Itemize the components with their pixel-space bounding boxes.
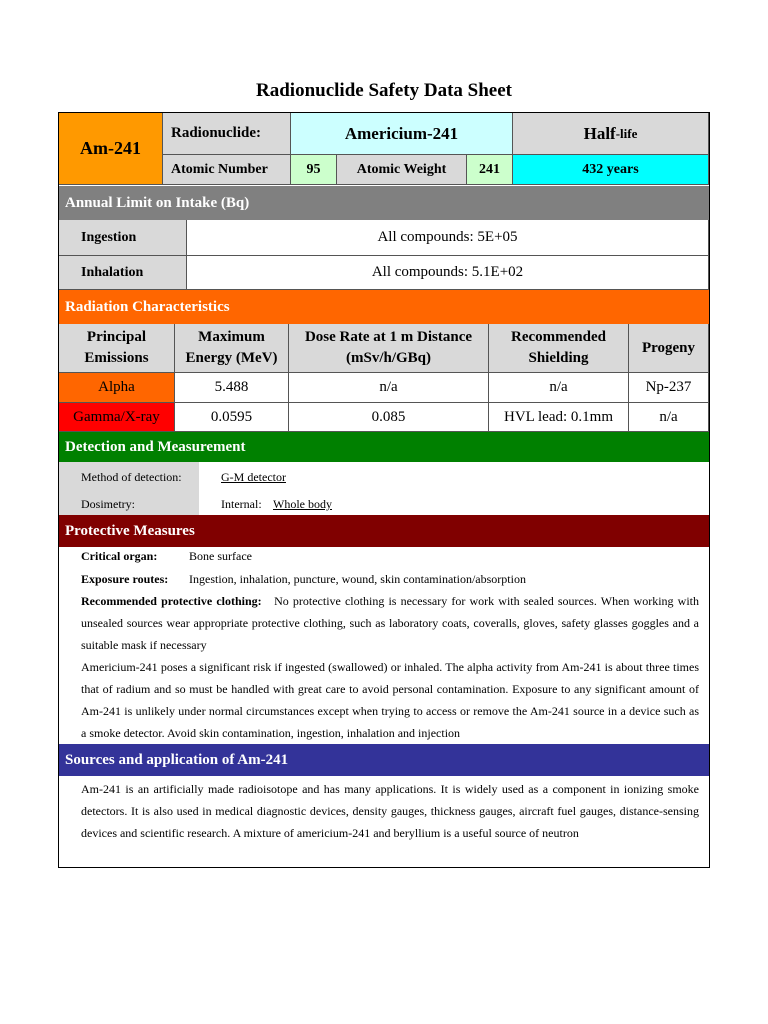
critical-organ-label: Critical organ: [81, 549, 158, 563]
intake-route-ingestion: Ingestion [59, 220, 187, 256]
intake-route-inhalation: Inhalation [59, 256, 187, 290]
emission-alpha: Alpha [59, 373, 175, 403]
page-title: Radionuclide Safety Data Sheet [256, 80, 512, 101]
dosimetry-value: Whole body [273, 497, 332, 511]
radiation-heading: Radiation Characteristics [59, 290, 709, 324]
halflife-label [513, 113, 709, 155]
gamma-energy: 0.0595 [175, 403, 289, 432]
exposure-routes-value: Ingestion, inhalation, puncture, wound, skin contamination/absorption [189, 572, 526, 586]
col-progeny: Progeny [629, 324, 709, 373]
nuclide-symbol: Am-241 [59, 113, 163, 185]
col-dose-rate: Dose Rate at 1 m Distance (mSv/h/GBq) [289, 324, 489, 373]
halflife-label-main: Half [583, 123, 616, 143]
gamma-shielding: HVL lead: 0.1mm [489, 403, 629, 432]
atomic-number-value: 95 [291, 155, 337, 185]
atomic-weight-value: 241 [467, 155, 513, 185]
radionuclide-label: Radionuclide: [163, 113, 291, 155]
method-label: Method of detection: [81, 470, 182, 484]
intake-value-inhalation: All compounds: 5.1E+02 [187, 256, 709, 290]
sources-heading: Sources and application of Am-241 [59, 744, 709, 776]
clothing-label: Recommended protective clothing: [81, 594, 262, 608]
intake-value-ingestion: All compounds: 5E+05 [187, 220, 709, 256]
alpha-energy: 5.488 [175, 373, 289, 403]
critical-organ-value: Bone surface [189, 549, 252, 563]
dosimetry-type: Internal: [221, 497, 262, 511]
exposure-routes-label: Exposure routes: [81, 572, 169, 586]
sources-paragraph: Am-241 is an artificially made radioisotope and has many applications. It is widely used as a component in ionizing smoke detectors. It is also used in medical diagnostic devices, density gauges, thickness gauges, aircraft fuel gauges, distance-sensing devices and scientific research. A mixture of americium-241 and beryllium is a useful source of neutron [81, 782, 699, 840]
intake-heading: Annual Limit on Intake (Bq) [59, 186, 709, 220]
gamma-dose: 0.085 [289, 403, 489, 432]
safety-data-sheet [58, 112, 710, 868]
method-value: G-M detector [221, 470, 286, 484]
gamma-progeny: n/a [629, 403, 709, 432]
alpha-shielding: n/a [489, 373, 629, 403]
protective-heading: Protective Measures [59, 515, 709, 547]
protective-clothing-paragraph [81, 590, 699, 656]
clothing-text: No protective clothing is necessary for work with sealed sources. When working with unsealed sources wear appropriate protective clothing, such as laboratory coats, coveralls, gloves, safety glasses goggles and a suitable mask if necessary [81, 594, 700, 652]
risk-paragraph: Americium-241 poses a significant risk if ingested (swallowed) or inhaled. The alpha activity from Am-241 is about three times that of radium and so must be handled with great care to avoid personal contamination. Exposure to any significant amount of Am-241 is unlikely under normal circumstances except when trying to access or remove the Am-241 source in a device such as a smoke detector. Avoid skin contamination, ingestion, inhalation and injection [81, 660, 699, 740]
dosimetry-label: Dosimetry: [81, 497, 135, 511]
col-recommended-shielding: Recommended Shielding [489, 324, 629, 373]
alpha-progeny: Np-237 [629, 373, 709, 403]
atomic-number-label: Atomic Number [163, 155, 291, 185]
alpha-dose: n/a [289, 373, 489, 403]
radionuclide-value: Americium-241 [291, 113, 513, 155]
atomic-weight-label: Atomic Weight [337, 155, 467, 185]
emission-gamma: Gamma/X-ray [59, 403, 175, 432]
detection-heading: Detection and Measurement [59, 432, 709, 462]
halflife-value: 432 years [513, 155, 709, 185]
col-maximum-energy: Maximum Energy (MeV) [175, 324, 289, 373]
halflife-label-suffix: -life [615, 125, 638, 141]
col-principal-emissions: Principal Emissions [59, 324, 175, 373]
